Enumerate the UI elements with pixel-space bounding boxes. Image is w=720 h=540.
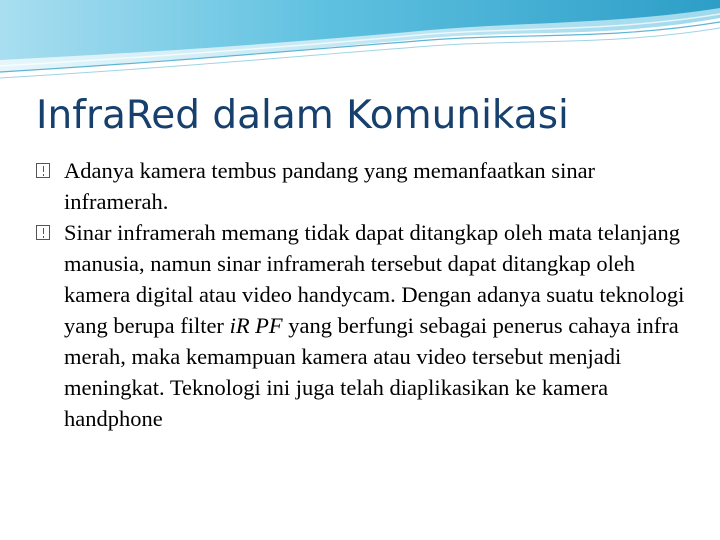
- slide-title: InfraRed dalam Komunikasi: [36, 93, 569, 138]
- bullet-text-italic: iR PF: [229, 313, 283, 338]
- bullet-item: [36, 155, 696, 217]
- header-wave-decoration: [0, 0, 720, 85]
- missing-glyph-bullet-icon: [36, 163, 50, 178]
- bullet-item: [36, 217, 696, 434]
- bullet-list: [36, 155, 696, 434]
- bullet-text: Adanya kamera tembus pandang yang memanfaatkan sinar inframerah.: [64, 158, 596, 214]
- bullet-text-part: yang berfungi sebagai penerus cahaya infra merah, maka kemampuan kamera atau video tersebut menjadi meningkat. Teknologi ini juga telah diaplikasikan ke kamera handphone: [64, 313, 679, 431]
- missing-glyph-bullet-icon: [36, 225, 50, 240]
- bullet-text-part: Sinar inframerah memang tidak dapat ditangkap oleh mata telanjang manusia, namun sinar inframerah tersebut dapat ditangkap oleh kamera digital atau video handycam. Dengan adanya suatu teknologi yang berupa filter: [64, 220, 685, 338]
